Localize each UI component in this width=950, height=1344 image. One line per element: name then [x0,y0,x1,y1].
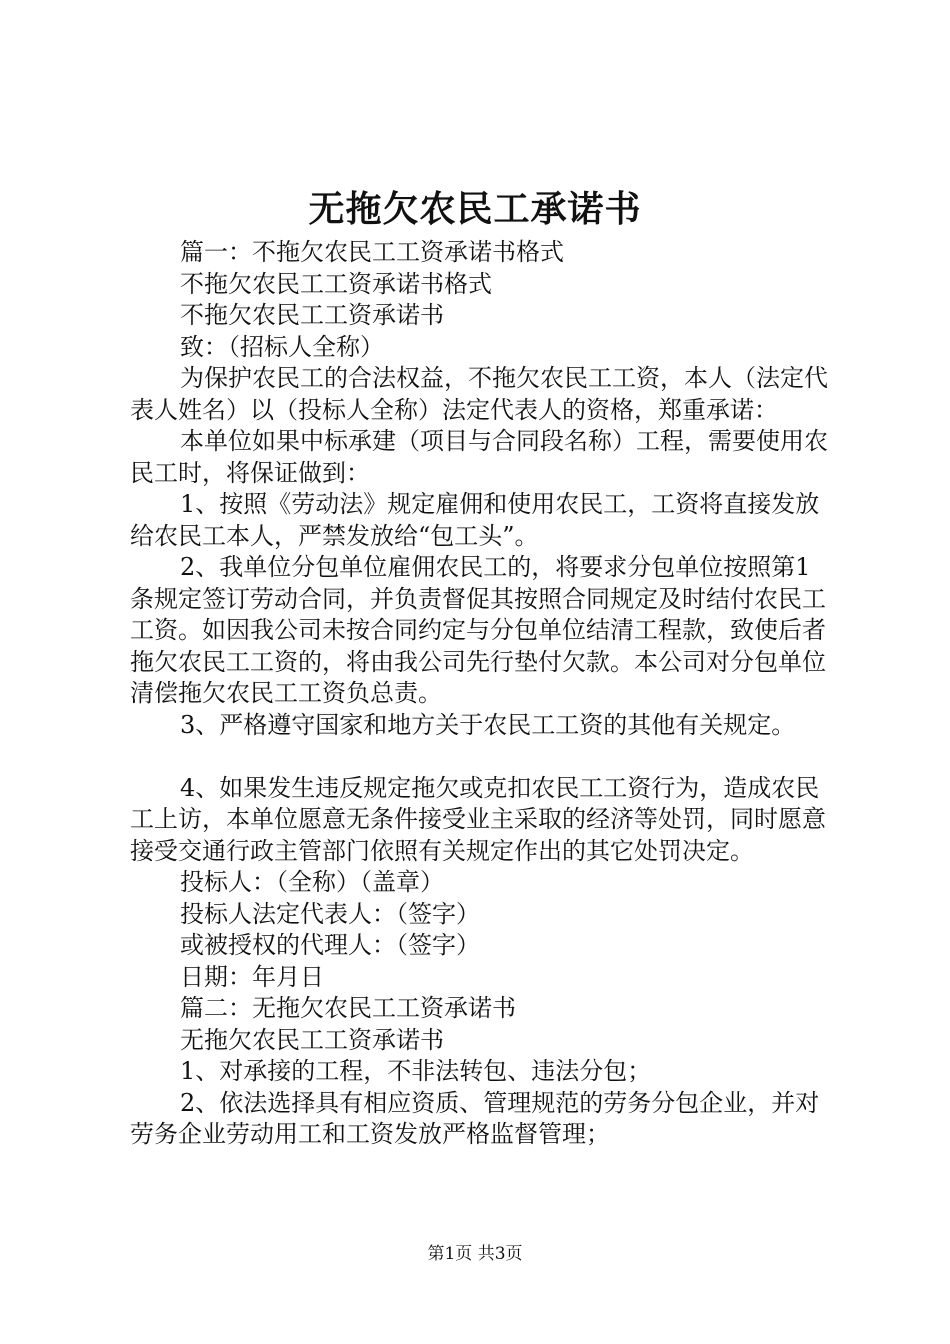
paragraph-addressee: 致：（招标人全称） [180,332,384,361]
paragraph-section-one-heading: 篇一：不拖欠农民工工资承诺书格式 [180,238,564,266]
paragraph-format-title: 不拖欠农民工工资承诺书格式 [180,269,492,298]
paragraph-section-two-heading: 篇二：无拖欠农民工工资承诺书 [180,994,516,1022]
document-body [130,237,830,1151]
signature-date: 日期：年月日 [180,962,324,991]
paragraph-pledge-title: 不拖欠农民工工资承诺书 [180,301,444,329]
paragraph-section-two-title: 无拖欠农民工工资承诺书 [180,1025,444,1054]
paragraph-section-two-item-2: 2、依法选择具有相应资质、管理规范的劳务分包企业，并对劳务企业劳动用工和工资发放严格监督管理； [130,1088,820,1148]
paragraph-item-2: 2、我单位分包单位雇佣农民工的，将要求分包单位按照第1条规定签订劳动合同，并负责督促其按照合同规定及时结付农民工工资。如因我公司未按合同约定与分包单位结清工程款，致使后者拖欠农民工工资的，将由我公司先行垫付欠款。本公司对分包单位清偿拖欠农民工工资负总责。 [130,553,826,707]
paragraph-section-two-item-1: 1、对承接的工程，不非法转包、违法分包； [180,1057,652,1085]
signature-agent: 或被授权的代理人：（签字） [180,931,480,959]
signature-bidder: 投标人：（全称）（盖章） [180,868,444,896]
paragraph-item-3: 3、严格遵守国家和地方关于农民工工资的其他有关规定。 [180,710,796,739]
document-title: 无拖欠农民工承诺书 [308,188,642,230]
page-number-footer: 第1页 共3页 [427,1244,523,1264]
paragraph-intro: 为保护农民工的合法权益，不拖欠农民工工资，本人（法定代表人姓名）以（投标人全称）法定代表人的资格，郑重承诺： [130,364,828,424]
paragraph-commitment-lead: 本单位如果中标承建（项目与合同段名称）工程，需要使用农民工时，将保证做到： [130,427,828,487]
paragraph-item-4: 4、如果发生违反规定拖欠或克扣农民工工资行为，造成农民工上访，本单位愿意无条件接受业主采取的经济等处罚，同时愿意接受交通行政主管部门依照有关规定作出的其它处罚决定。 [130,773,826,865]
signature-legal-rep: 投标人法定代表人：（签字） [180,899,480,928]
blank-line [130,741,830,773]
paragraph-item-1: 1、按照《劳动法》规定雇佣和使用农民工，工资将直接发放给农民工本人，严禁发放给“包工头”。 [130,490,820,550]
